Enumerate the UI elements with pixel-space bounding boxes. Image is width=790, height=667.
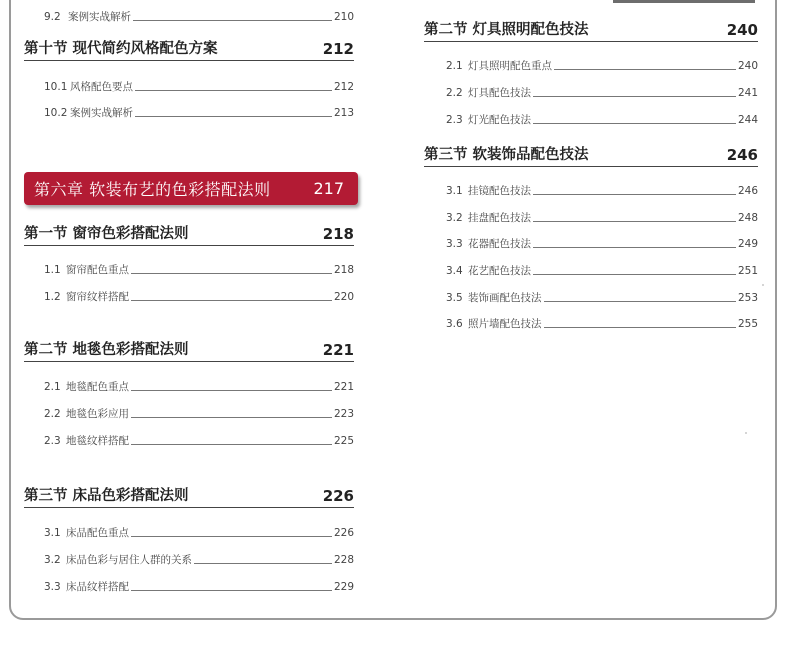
toc-entry-10-2[interactable]: 10.2 案例实战解析 213 bbox=[44, 107, 354, 119]
toc-entry-2-3[interactable]: 2.3 地毯纹样搭配 225 bbox=[44, 435, 354, 447]
toc-entry-r-2-2[interactable]: 2.2 灯具配色技法 241 bbox=[446, 87, 758, 99]
toc-section-curtain[interactable]: 第一节 窗帘色彩搭配法则 218 bbox=[24, 224, 354, 246]
toc-entry-r-3-2[interactable]: 3.2 挂盘配色技法 248 bbox=[446, 212, 758, 224]
chapter-title: 第六章 软装布艺的色彩搭配法则 bbox=[34, 180, 271, 199]
toc-entry-r-2-3[interactable]: 2.3 灯光配色技法 244 bbox=[446, 114, 758, 126]
toc-entry-2-1[interactable]: 2.1 地毯配色重点 221 bbox=[44, 381, 354, 393]
toc-section-decor[interactable]: 第三节 软装饰品配色技法 246 bbox=[424, 145, 758, 167]
toc-section-carpet[interactable]: 第二节 地毯色彩搭配法则 221 bbox=[24, 340, 354, 362]
chapter-page: 217 bbox=[313, 179, 344, 198]
speck bbox=[745, 432, 747, 434]
chapter-banner[interactable] bbox=[24, 172, 358, 205]
toc-entry-r-3-6[interactable]: 3.6 照片墙配色技法 255 bbox=[446, 318, 758, 330]
toc-entry-r-3-5[interactable]: 3.5 装饰画配色技法 253 bbox=[446, 292, 758, 304]
toc-entry-1-2[interactable]: 1.2 窗帘纹样搭配 220 bbox=[44, 291, 354, 303]
top-divider bbox=[613, 0, 755, 3]
toc-entry-r-3-4[interactable]: 3.4 花艺配色技法 251 bbox=[446, 265, 758, 277]
toc-entry-3-3[interactable]: 3.3 床品纹样搭配 229 bbox=[44, 581, 354, 593]
toc-entry-9-2[interactable]: 9.2 案例实战解析 210 bbox=[44, 11, 354, 23]
toc-entry-r-3-1[interactable]: 3.1 挂镜配色技法 246 bbox=[446, 185, 758, 197]
toc-entry-3-1[interactable]: 3.1 床品配色重点 226 bbox=[44, 527, 354, 539]
toc-entry-1-1[interactable]: 1.1 窗帘配色重点 218 bbox=[44, 264, 354, 276]
toc-entry-3-2[interactable]: 3.2 床品色彩与居住人群的关系 228 bbox=[44, 554, 354, 566]
toc-entry-2-2[interactable]: 2.2 地毯色彩应用 223 bbox=[44, 408, 354, 420]
toc-section-10[interactable]: 第十节 现代简约风格配色方案 212 bbox=[24, 39, 354, 61]
toc-entry-10-1[interactable]: 10.1 风格配色要点 212 bbox=[44, 81, 354, 93]
toc-section-bedding[interactable]: 第三节 床品色彩搭配法则 226 bbox=[24, 486, 354, 508]
speck bbox=[762, 284, 764, 286]
toc-entry-r-2-1[interactable]: 2.1 灯具照明配色重点 240 bbox=[446, 60, 758, 72]
toc-section-lighting[interactable]: 第二节 灯具照明配色技法 240 bbox=[424, 20, 758, 42]
toc-entry-r-3-3[interactable]: 3.3 花器配色技法 249 bbox=[446, 238, 758, 250]
